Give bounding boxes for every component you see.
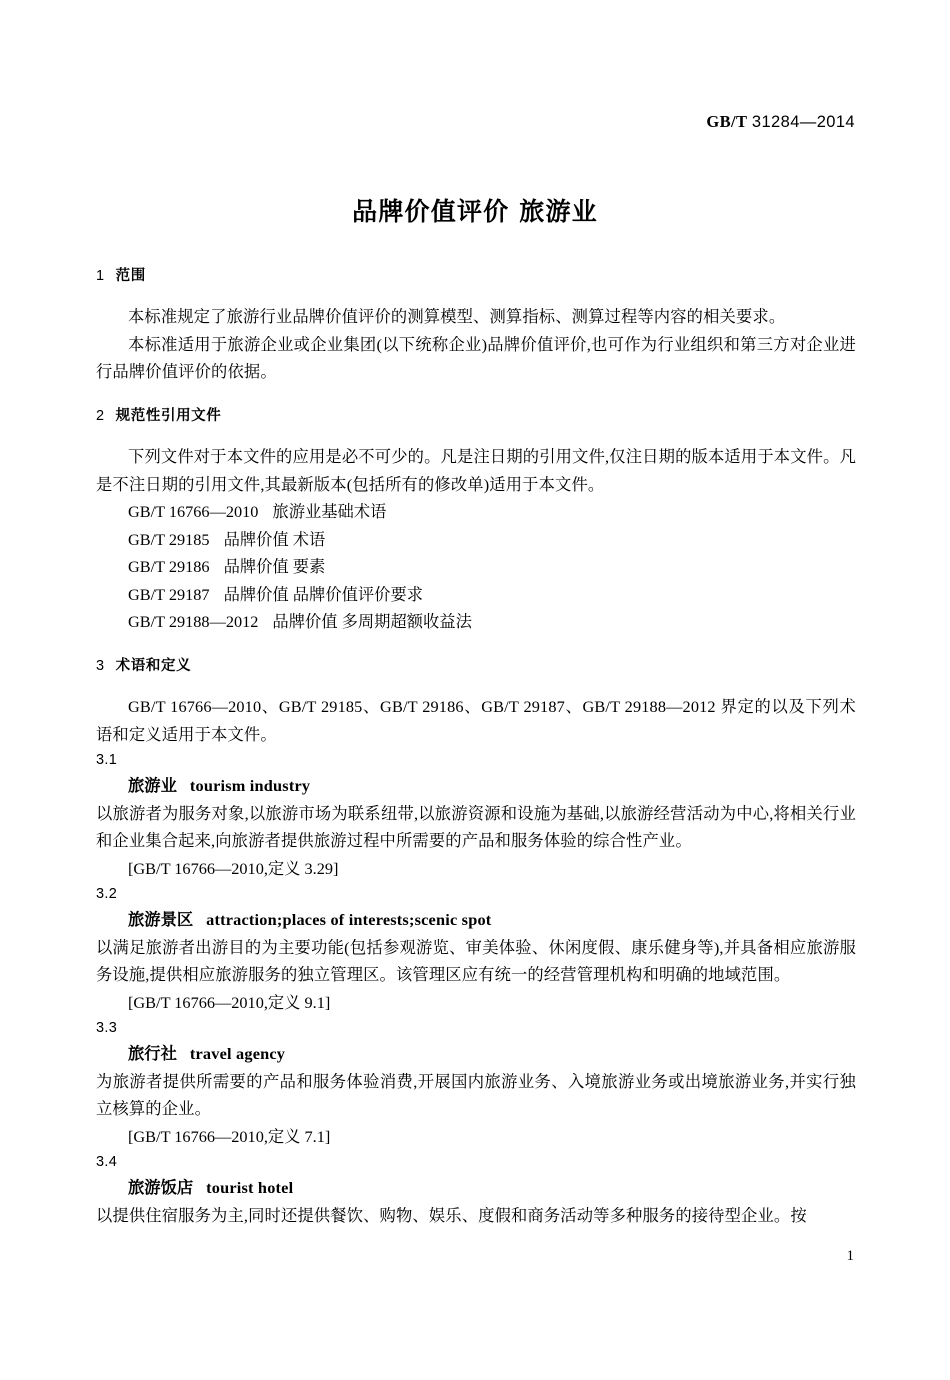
spacer [96, 386, 856, 408]
reference-code: GB/T 29187 [128, 584, 210, 604]
term-definition-3-4: 以提供住宿服务为主,同时还提供餐饮、购物、娱乐、度假和商务活动等多种服务的接待型企业。按 [96, 1205, 807, 1225]
reference-code: GB/T 29188—2012 [128, 612, 259, 632]
spacer [96, 285, 856, 303]
normative-reference-item [96, 581, 856, 609]
clause-2-paragraph-1: 下列文件对于本文件的应用是必不可少的。凡是注日期的引用文件,仅注日期的版本适用于本文件。凡是不注日期的引用文件,其最新版本(包括所有的修改单)适用于本文件。 [96, 447, 856, 494]
reference-title: 品牌价值 术语 [223, 529, 326, 549]
clause-heading-3 [96, 658, 856, 675]
normative-reference-item [96, 553, 856, 581]
term-title-3-2 [96, 906, 856, 934]
term-source-3-1: [GB/T 16766—2010,定义 3.29] [128, 858, 339, 878]
clause-1-paragraph-2: 本标准适用于旅游企业或企业集团(以下统称企业)品牌价值评价,也可作为行业组织和第三方对企业进行品牌价值评价的依据。 [96, 334, 856, 382]
term-english: tourism industry [189, 776, 311, 796]
clause-title: 规范性引用文件 [115, 407, 222, 424]
reference-title: 旅游业基础术语 [272, 502, 387, 522]
term-number-3-2: 3.2 [96, 886, 118, 903]
clause-number: 1 [96, 268, 105, 284]
term-chinese: 旅游业 [128, 776, 177, 796]
standard-prefix: GB/T [706, 112, 748, 131]
spacer [96, 636, 856, 658]
term-definition-3-3: 为旅游者提供所需要的产品和服务体验消费,开展国内旅游业务、入境旅游业务或出境旅游业务,并实行独立核算的企业。 [96, 1071, 856, 1119]
reference-code: GB/T 29186 [128, 557, 210, 577]
clause-title: 范围 [115, 268, 146, 284]
term-source-3-3: [GB/T 16766—2010,定义 7.1] [128, 1126, 331, 1146]
clause-number: 2 [96, 407, 105, 424]
reference-title: 品牌价值 多周期超额收益法 [272, 612, 472, 632]
term-title-3-4 [96, 1174, 856, 1202]
term-chinese: 旅行社 [128, 1044, 177, 1064]
normative-reference-item [96, 608, 856, 636]
clause-number: 3 [96, 657, 105, 674]
term-english: travel agency [189, 1044, 286, 1064]
clause-title: 术语和定义 [115, 657, 192, 674]
running-header-standard-number [706, 112, 855, 132]
term-definition-3-2: 以满足旅游者出游目的为主要功能(包括参观游览、审美体验、休闲度假、康乐健身等),并具备相应旅游服务设施,提供相应旅游服务的独立管理区。该管理区应有统一的经营管理机构和明确的地域范围。 [96, 937, 856, 985]
normative-reference-item [96, 498, 856, 526]
standard-number: 31284—2014 [751, 113, 855, 131]
term-definition-3-1: 以旅游者为服务对象,以旅游市场为联系纽带,以旅游资源和设施为基础,以旅游经营活动为中心,将相关行业和企业集合起来,向旅游者提供旅游过程中所需要的产品和服务体验的综合性产业。 [96, 803, 856, 851]
term-number-3-1: 3.1 [96, 752, 118, 769]
term-chinese: 旅游饭店 [128, 1178, 194, 1198]
clause-1-paragraph-1: 本标准规定了旅游行业品牌价值评价的测算模型、测算指标、测算过程等内容的相关要求。 [128, 307, 786, 327]
term-title-3-1 [96, 772, 856, 800]
document-body [96, 268, 856, 1229]
reference-title: 品牌价值 品牌价值评价要求 [223, 584, 424, 604]
term-english: tourist hotel [206, 1178, 294, 1198]
spacer [96, 675, 856, 693]
clause-3-paragraph-1: GB/T 16766—2010、GB/T 29185、GB/T 29186、GB/T 29187、GB/T 29188—2012 界定的以及下列术语和定义适用于本文件。 [96, 697, 856, 744]
reference-title: 品牌价值 要素 [223, 557, 326, 577]
clause-heading-2 [96, 408, 856, 425]
reference-code: GB/T 29185 [128, 529, 210, 549]
page-number: 1 [846, 1248, 854, 1264]
reference-code: GB/T 16766—2010 [128, 502, 259, 522]
term-source-3-2: [GB/T 16766—2010,定义 9.1] [128, 992, 331, 1012]
term-number-3-3: 3.3 [96, 1020, 118, 1037]
term-chinese: 旅游景区 [128, 910, 194, 930]
term-title-3-3 [96, 1040, 856, 1068]
page-title: 品牌价值评价 旅游业 [352, 197, 598, 226]
term-english: attraction;places of interests;scenic spot [206, 910, 492, 930]
normative-reference-item [96, 526, 856, 554]
term-number-3-4: 3.4 [96, 1154, 118, 1171]
clause-heading-1 [96, 268, 856, 285]
spacer [96, 425, 856, 443]
